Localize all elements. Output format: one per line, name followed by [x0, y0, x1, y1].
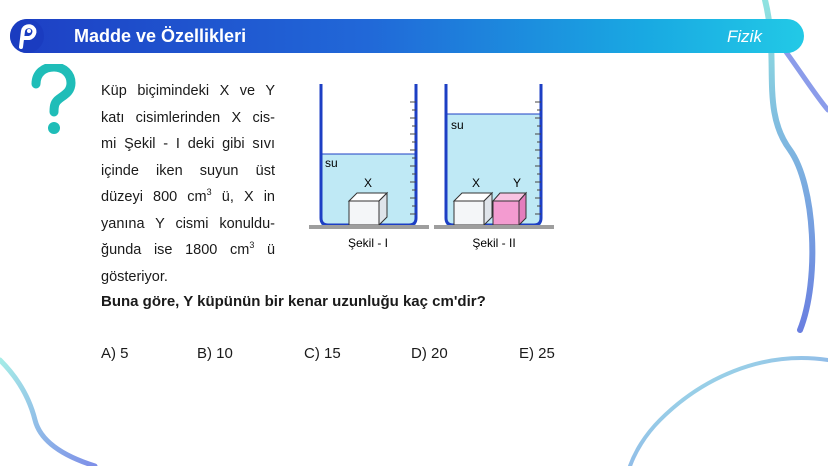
cube-label-x: X — [471, 176, 481, 190]
p-logo-icon — [10, 19, 44, 53]
cube-label-x: X — [363, 176, 373, 190]
option-e[interactable]: E) 25 — [519, 345, 555, 362]
option-d[interactable]: D) 20 — [411, 345, 448, 362]
figure-2 — [434, 84, 554, 250]
cube-x — [454, 193, 492, 225]
option-b[interactable]: B) 10 — [197, 345, 233, 362]
water-label: su — [325, 156, 338, 170]
option-c[interactable]: C) 15 — [304, 345, 341, 362]
problem-line: ğunda ise 1800 $cm^3$ ü — [101, 240, 276, 258]
figure-caption: Şekil - II — [472, 236, 516, 250]
problem-line: katı cisimlerinden X cis- — [101, 109, 275, 126]
option-a[interactable]: A) 5 — [101, 345, 129, 362]
cube-x — [349, 193, 387, 225]
cube-y — [493, 193, 526, 225]
question-text: Buna göre, Y küpünün bir kenar uzunluğu kaç cm'dir? — [101, 293, 486, 310]
water-label: su — [451, 118, 464, 132]
figure-1 — [309, 84, 429, 250]
problem-line: Küp biçimindeki X ve Y — [101, 83, 275, 99]
beaker-figures — [305, 80, 555, 255]
problem-line: gösteriyor. — [101, 268, 168, 285]
cube-label-y: Y — [512, 176, 522, 190]
question-mark-icon — [30, 64, 76, 138]
problem-line: yanına Y cismi konuldu- — [101, 215, 275, 232]
problem-line: düzeyi 800 $cm^3$ ü, X in — [101, 187, 275, 205]
header-title: Madde ve Özellikleri — [74, 26, 247, 46]
problem-text — [101, 78, 275, 290]
problem-line: mi Şekil - I deki gibi sıvı — [101, 136, 275, 152]
problem-line: içinde iken suyun üst — [101, 162, 275, 179]
figure-caption: Şekil - I — [347, 236, 389, 250]
subject-label: Fizik — [727, 27, 762, 46]
